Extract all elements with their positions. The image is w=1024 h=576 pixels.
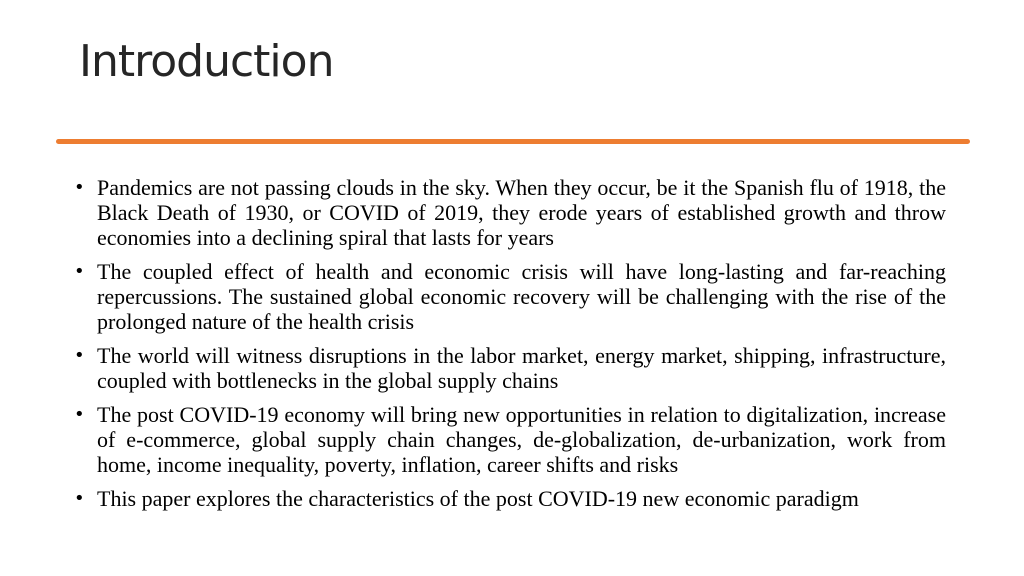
bullet-item-coupled-effect: • The coupled effect of health and economic crisis will have long-lasting and far-reaching repercussions. The sustained global economic recovery will be challenging with the rise of the prolonged nature of the health crisis — [72, 259, 946, 334]
bullet-list — [72, 175, 946, 520]
bullet-item-paper-scope: • This paper explores the characteristics of the post COVID-19 new economic paradigm — [72, 486, 946, 511]
bullet-item-pandemics: • Pandemics are not passing clouds in the sky. When they occur, be it the Spanish flu of 1918, the Black Death of 1930, or COVID of 2019, they erode years of established growth and throw economies into a declining spiral that lasts for years — [72, 175, 946, 250]
slide-title: Introduction — [79, 36, 334, 87]
title-divider — [56, 139, 970, 144]
bullet-item-opportunities: • The post COVID-19 economy will bring new opportunities in relation to digitalization, increase of e-commerce, global supply chain changes, de-globalization, de-urbanization, work from home, income inequality, poverty, inflation, career shifts and risks — [72, 402, 946, 477]
bullet-item-disruptions: • The world will witness disruptions in the labor market, energy market, shipping, infrastructure, coupled with bottlenecks in the global supply chains — [72, 343, 946, 393]
